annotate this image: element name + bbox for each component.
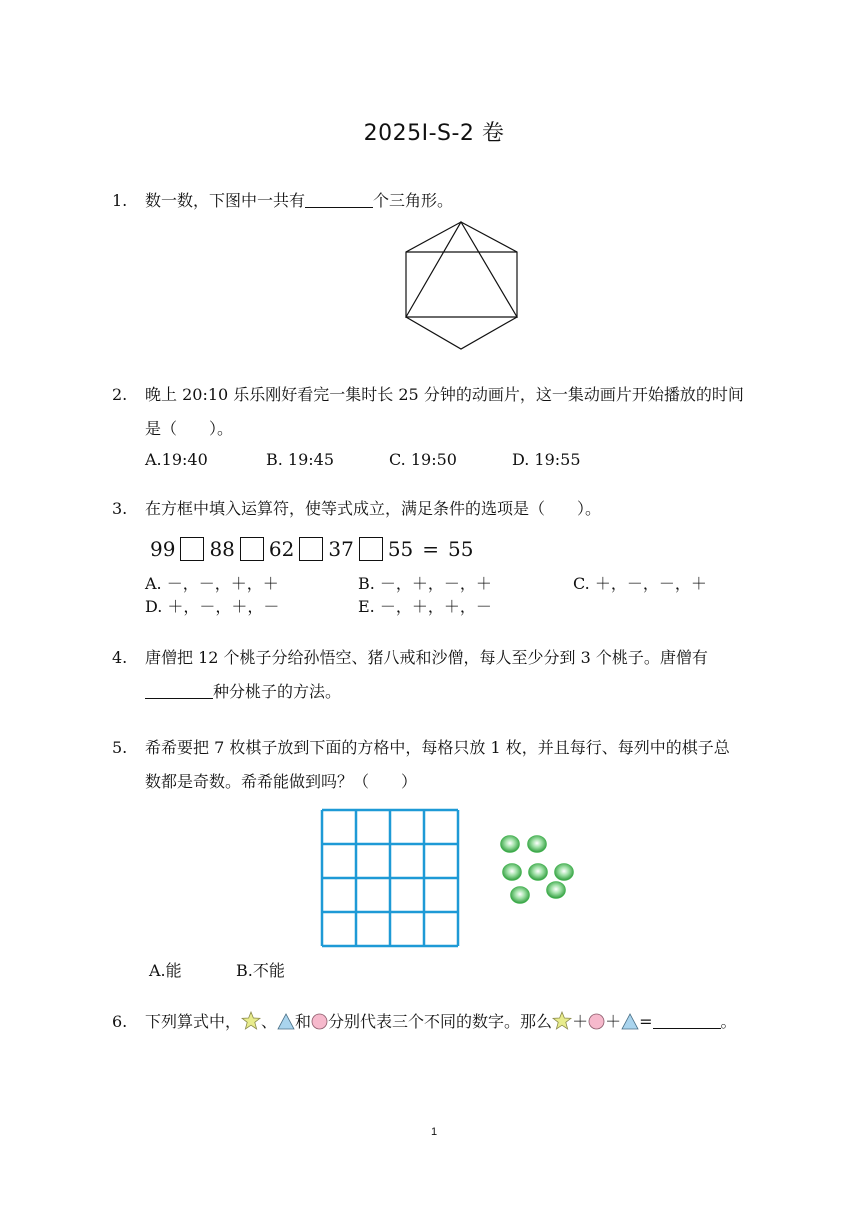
- equation-number: 88: [209, 537, 235, 561]
- option-b[interactable]: B.不能: [236, 961, 285, 980]
- answer-blank[interactable]: [145, 682, 213, 699]
- equation-number: 37: [328, 537, 354, 561]
- star-icon: [241, 1011, 261, 1030]
- question-text-line1: 唐僧把 12 个桃子分给孙悟空、猪八戒和沙僧，每人至少分到 3 个桃子。唐僧有: [145, 648, 708, 667]
- equation-number: 62: [268, 537, 295, 561]
- option-a[interactable]: A. －，－，＋，＋: [145, 574, 279, 593]
- question-text-line1: 希希要把 7 枚棋子放到下面的方格中，每格只放 1 枚，并且每行、每列中的棋子总: [145, 738, 730, 757]
- option-c[interactable]: C. ＋，－，－，＋: [573, 574, 707, 593]
- operator-box[interactable]: [359, 537, 383, 561]
- option-b[interactable]: B. －，＋，－，＋: [358, 574, 492, 593]
- question-number: 3.: [112, 499, 128, 518]
- hexagon-triangle-figure: [400, 218, 525, 354]
- equation-number: 55: [387, 537, 414, 561]
- option-a[interactable]: A.能: [149, 961, 182, 980]
- question-text: 数一数，下图中一共有 个三角形。: [145, 191, 454, 210]
- page-title: 2025I-S-2 卷: [363, 121, 505, 146]
- chess-piece: [555, 864, 574, 881]
- question-text: 下列算式中， 、 和 分别代表三个不同的数字。那么 ＋ ＋ = 。: [145, 1012, 737, 1031]
- answer-blank[interactable]: [305, 191, 373, 208]
- option-d[interactable]: D. 19:55: [512, 450, 581, 469]
- option-e[interactable]: E. －，＋，＋，－: [358, 597, 492, 616]
- question-number: 6.: [112, 1012, 128, 1031]
- question-number: 2.: [112, 385, 128, 404]
- chess-piece: [547, 882, 566, 899]
- question-number: 4.: [112, 648, 128, 667]
- chess-pieces: [498, 832, 580, 908]
- chess-piece: [503, 864, 522, 881]
- equation-number: 99: [150, 537, 176, 561]
- option-a[interactable]: A.19:40: [145, 450, 208, 469]
- circle-icon: [588, 1013, 605, 1030]
- option-c[interactable]: C. 19:50: [389, 450, 457, 469]
- page-number: 1: [430, 1126, 438, 1138]
- chess-piece: [501, 836, 520, 853]
- question-text-line2: 数都是奇数。希希能做到吗？（ ）: [145, 772, 418, 791]
- question-text-line1: 晚上 20:10 乐乐刚好看完一集时长 25 分钟的动画片，这一集动画片开始播放的时间: [145, 385, 744, 404]
- option-b[interactable]: B. 19:45: [266, 450, 335, 469]
- operator-box[interactable]: [180, 537, 204, 561]
- chess-piece: [511, 887, 530, 904]
- operator-box[interactable]: [299, 537, 323, 561]
- answer-blank[interactable]: [653, 1012, 721, 1029]
- equation-result: 55: [448, 537, 474, 561]
- chess-piece: [529, 864, 548, 881]
- equation: [145, 536, 478, 562]
- star-icon: [552, 1011, 572, 1030]
- question-number: 1.: [112, 191, 128, 210]
- 4x4-grid: [320, 808, 462, 950]
- equals-sign: =: [422, 537, 440, 561]
- operator-box[interactable]: [240, 537, 264, 561]
- question-number: 5.: [112, 738, 128, 757]
- triangle-icon: [621, 1013, 639, 1030]
- question-text: 在方框中填入运算符，使等式成立，满足条件的选项是（ ）。: [145, 499, 602, 518]
- option-d[interactable]: D. ＋，－，＋，－: [145, 597, 280, 616]
- circle-icon: [311, 1013, 328, 1030]
- triangle-icon: [277, 1013, 295, 1030]
- chess-piece: [528, 836, 547, 853]
- question-text-line2: 种分桃子的方法。: [145, 675, 785, 709]
- question-text-line2: 是（ ）。: [145, 419, 234, 438]
